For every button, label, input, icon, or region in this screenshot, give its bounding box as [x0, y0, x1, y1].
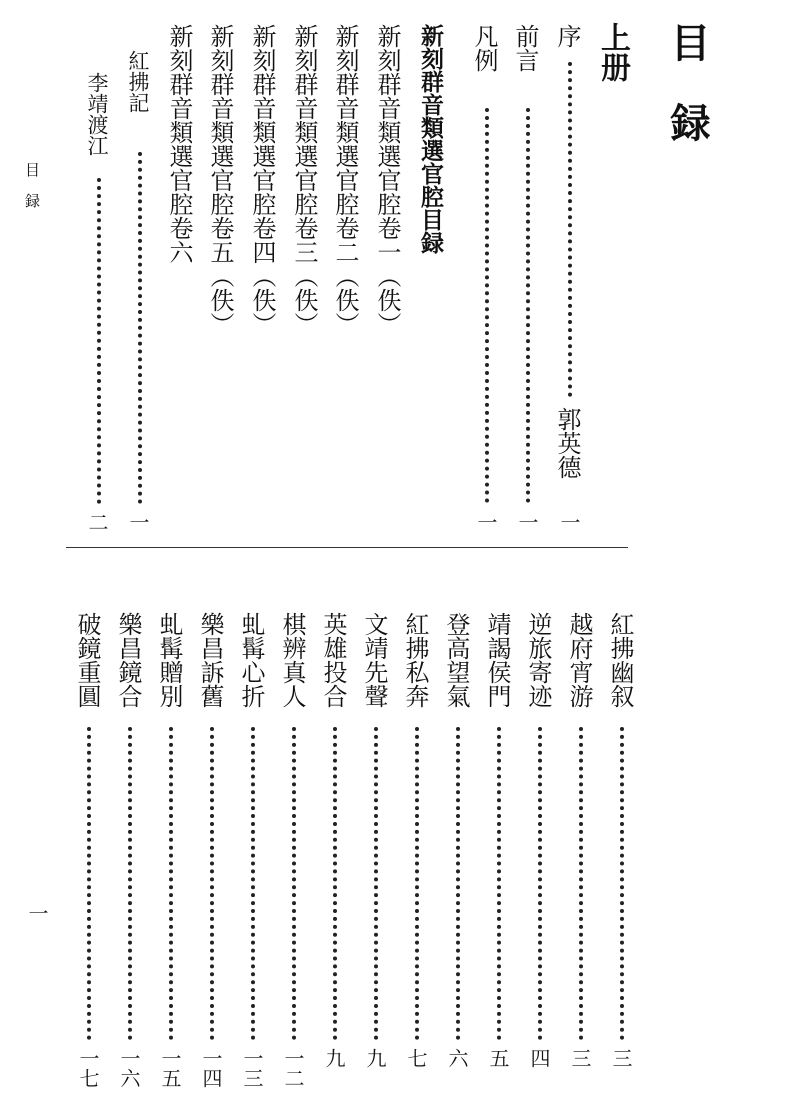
leader-dots	[456, 727, 460, 1040]
toc-title-scene[interactable]: 樂昌鏡合	[114, 612, 142, 708]
leader-dots	[579, 727, 583, 1040]
leader-dots	[251, 727, 255, 1040]
running-head: 目録	[23, 162, 41, 224]
toc-page-scene: 九	[322, 1048, 346, 1068]
leader-dots	[374, 727, 378, 1040]
toc-page-scene: 五	[486, 1048, 510, 1068]
toc-page-scene: 一六	[117, 1048, 141, 1088]
leader-dots	[169, 727, 173, 1040]
toc-title-scene[interactable]: 越府宵游	[565, 612, 593, 708]
folio-number: 一	[25, 903, 49, 923]
leader-dots	[333, 727, 337, 1040]
toc-page-scene: 一三	[240, 1048, 264, 1088]
toc-title-vol3[interactable]: 新刻群音類選官腔卷三（佚）	[290, 24, 318, 336]
leader-dots	[97, 178, 101, 504]
toc-page-scene: 六	[445, 1048, 469, 1068]
toc-title-scene[interactable]: 紅拂幽叙	[606, 612, 634, 708]
leader-dots	[497, 727, 501, 1040]
toc-page-scene: 九	[363, 1048, 387, 1068]
toc-title-scene[interactable]: 破鏡重圓	[73, 612, 101, 708]
toc-title-foreword[interactable]: 前言	[511, 24, 539, 72]
page-divider	[66, 547, 628, 548]
toc-page-scene: 一二	[281, 1048, 305, 1088]
toc-page-scene: 七	[404, 1048, 428, 1068]
toc-title-scene[interactable]: 英雄投合	[319, 612, 347, 708]
toc-title-hongfu[interactable]: 紅拂記	[126, 50, 150, 113]
toc-title-vol5[interactable]: 新刻群音類選官腔卷五（佚）	[206, 24, 234, 336]
leader-dots	[138, 152, 142, 504]
leader-dots	[485, 108, 489, 503]
toc-title-vol4[interactable]: 新刻群音類選官腔卷四（佚）	[248, 24, 276, 336]
toc-title-scene[interactable]: 棋辨真人	[278, 612, 306, 708]
leader-dots	[620, 727, 624, 1040]
leader-dots	[292, 727, 296, 1040]
toc-title-vol1[interactable]: 新刻群音類選官腔卷一（佚）	[373, 24, 401, 336]
toc-title-scene[interactable]: 虬髯贈別	[155, 612, 183, 708]
leader-dots	[210, 727, 214, 1040]
toc-page-preface: 一	[557, 512, 581, 532]
toc-page-scene: 三	[609, 1048, 633, 1068]
toc-page-scene: 四	[527, 1048, 551, 1068]
toc-title-conventions[interactable]: 凡例	[470, 24, 498, 72]
toc-title-lijing[interactable]: 李靖渡江	[85, 72, 109, 156]
toc-title-scene[interactable]: 登高望氣	[442, 612, 470, 708]
toc-page-scene: 一七	[76, 1048, 100, 1088]
leader-dots	[128, 727, 132, 1040]
toc-page-hongfu: 一	[126, 512, 150, 532]
leader-dots	[526, 108, 530, 503]
toc-title-scene[interactable]: 靖謁侯門	[483, 612, 511, 708]
toc-title-vol6[interactable]: 新刻群音類選官腔卷六	[165, 24, 193, 264]
toc-author-preface: 郭英德	[553, 407, 581, 479]
catalog-title: 新刻群音類選官腔目録	[417, 24, 443, 254]
toc-title-scene[interactable]: 樂昌訴舊	[196, 612, 224, 708]
leader-dots	[87, 727, 91, 1040]
toc-title-scene[interactable]: 虬髯心折	[237, 612, 265, 708]
toc-page-scene: 一五	[158, 1048, 182, 1088]
toc-title-scene[interactable]: 逆旅寄迹	[524, 612, 552, 708]
toc-heading: 目 録	[664, 22, 711, 142]
volume-label: 上册	[595, 22, 630, 82]
leader-dots	[538, 727, 542, 1040]
toc-title-scene[interactable]: 紅拂私奔	[401, 612, 429, 708]
toc-page-foreword: 一	[515, 512, 539, 532]
leader-dots	[568, 62, 572, 397]
toc-page-lijing: 二	[85, 512, 109, 532]
toc-title-preface[interactable]: 序	[553, 24, 581, 48]
toc-page-scene: 一四	[199, 1048, 223, 1088]
toc-title-vol2[interactable]: 新刻群音類選官腔卷二（佚）	[331, 24, 359, 336]
toc-page-conventions: 一	[474, 512, 498, 532]
toc-title-scene[interactable]: 文靖先聲	[360, 612, 388, 708]
leader-dots	[415, 727, 419, 1040]
toc-page-scene: 三	[568, 1048, 592, 1068]
